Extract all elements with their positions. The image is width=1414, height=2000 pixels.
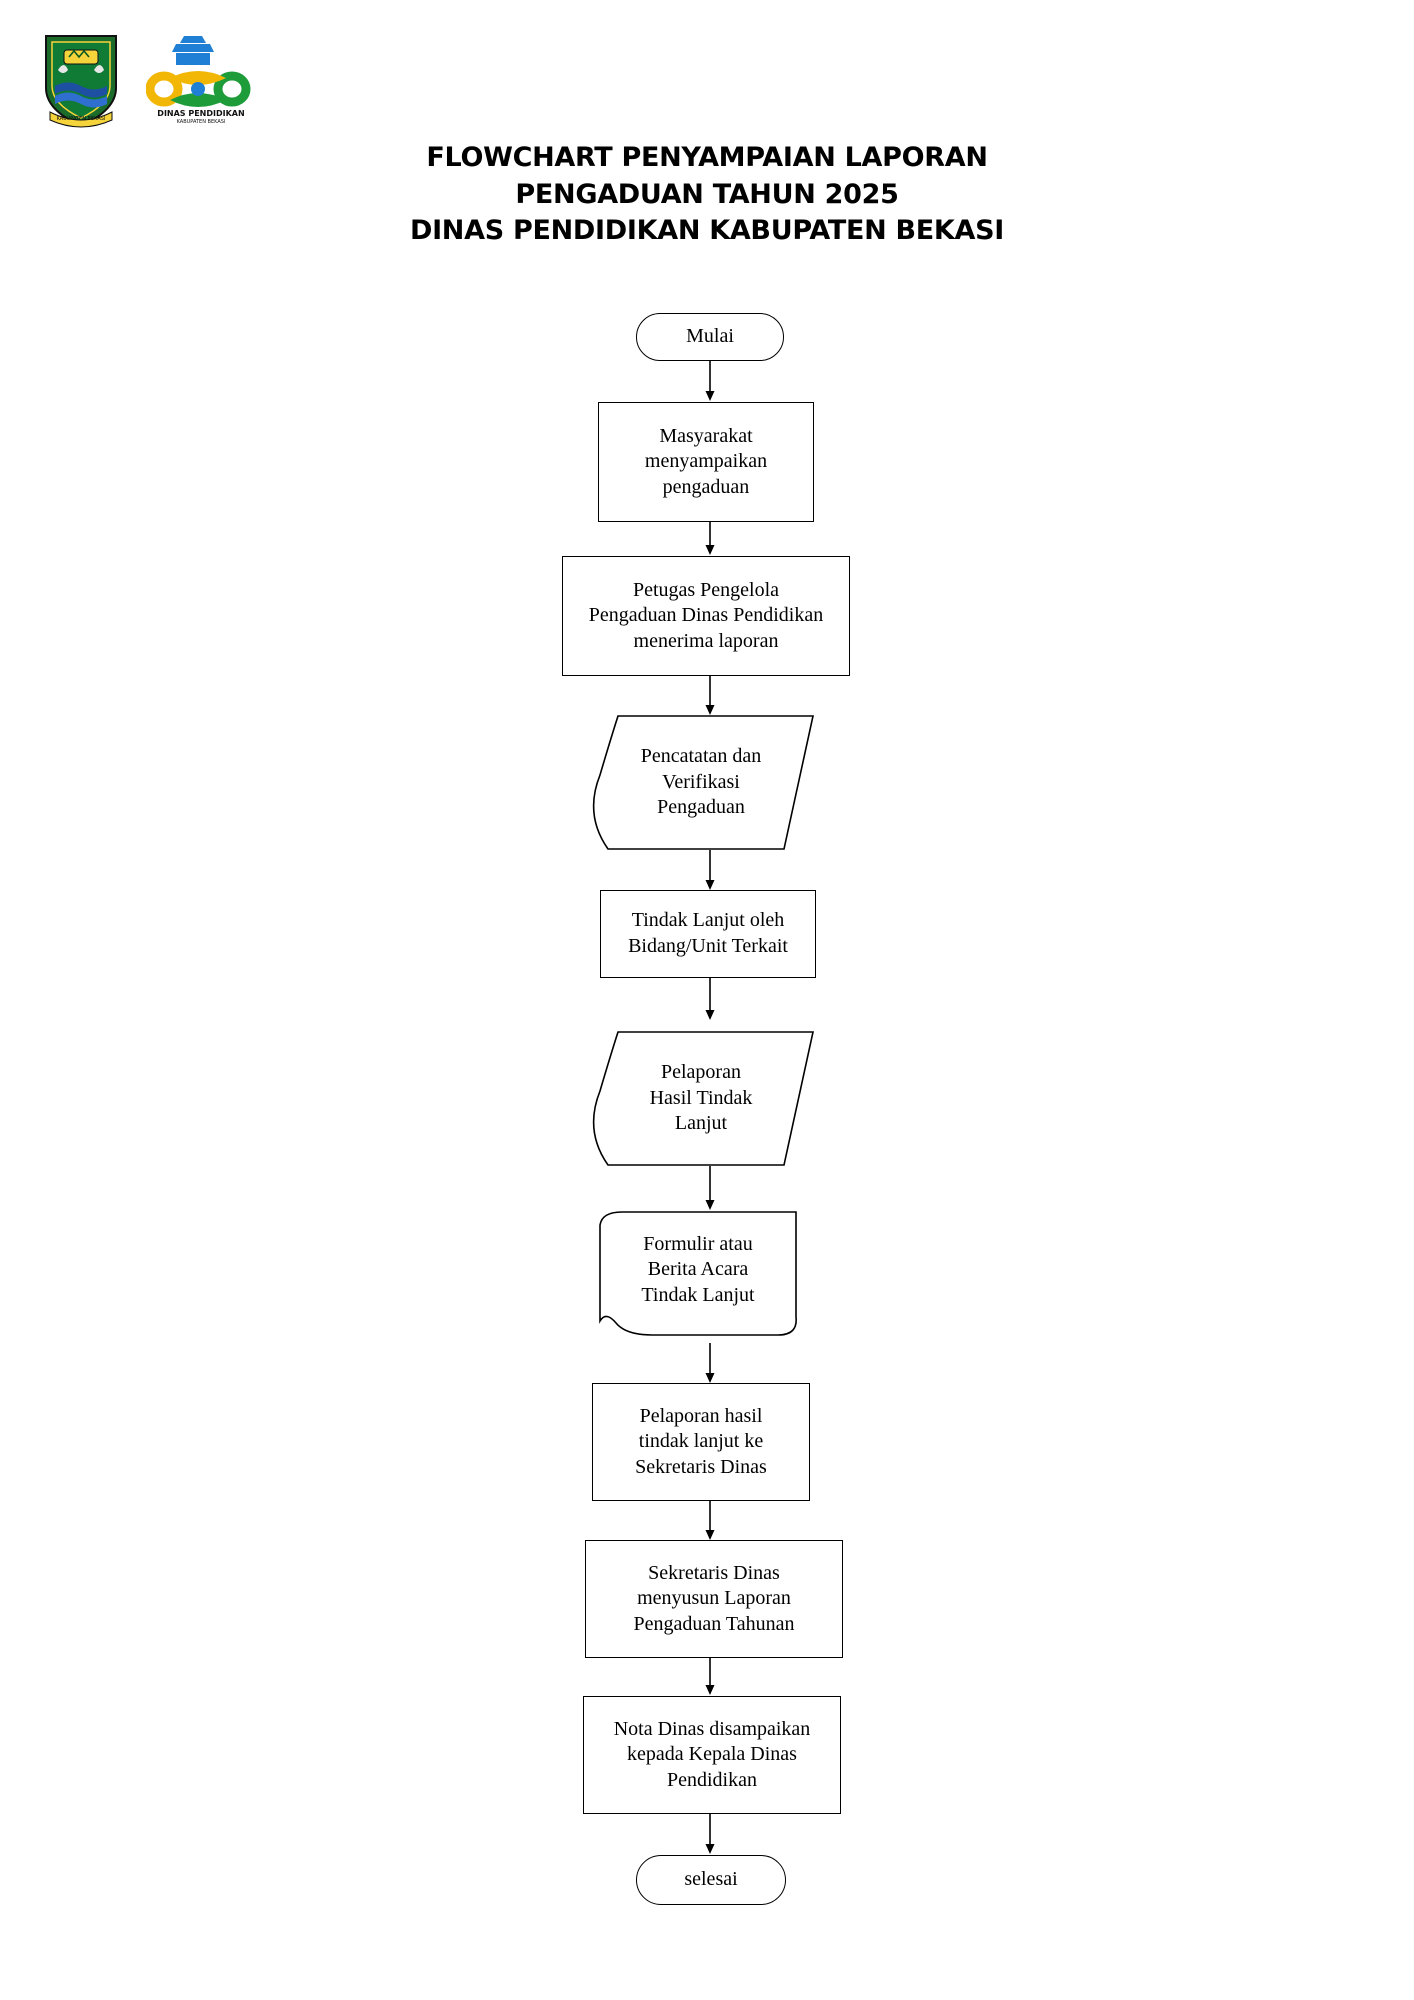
flow-node-n8-line-3: Sekretaris Dinas [635,1455,767,1478]
flow-node-pelaporan-hasil-tindak-lanjut [588,1031,814,1166]
flow-arrow-2 [703,522,717,556]
page-title-line-3: DINAS PENDIDIKAN KABUPATEN BEKASI [409,215,1005,247]
flow-node-n8-line-1: Pelaporan hasil [639,1404,763,1427]
logo-bekasi-caption: KABUPATEN BEKASI [56,116,106,122]
flow-node-n3-line-1: Petugas Pengelola [632,578,780,601]
flow-node-n3-line-2: Pengaduan Dinas Pendidikan [588,604,824,627]
flow-node-sekretaris-menyusun-laporan [585,1540,843,1658]
flow-node-n6-line-2: Hasil Tindak [649,1086,753,1109]
page-title-line-2: PENGADUAN TAHUN 2025 [515,178,899,210]
flow-arrow-1 [703,361,717,402]
page-title-line-1: FLOWCHART PENYAMPAIAN LAPORAN [426,142,988,173]
flow-node-n3-line-3: menerima laporan [633,629,779,652]
flow-arrow-7 [703,1343,717,1384]
flow-node-n10-line-2: kepada Kepala Dinas [627,1743,797,1766]
flow-node-selesai-label: selesai [684,1868,738,1891]
flow-node-n8-line-2: tindak lanjut ke [638,1430,764,1453]
flow-node-n9-line-1: Sekretaris Dinas [648,1561,780,1584]
logo-dinas-subcaption: KABUPATEN BEKASI [176,119,226,125]
flow-node-n4-line-1: Pencatatan dan [640,745,762,768]
flow-node-n7-line-1: Formulir atau [643,1232,753,1255]
flow-node-formulir-berita-acara [592,1211,804,1343]
flow-arrow-10 [703,1814,717,1855]
flow-node-n2-line-1: Masyarakat [659,424,753,447]
flow-node-n2-line-2: menyampaikan [644,450,768,473]
flow-node-petugas-menerima-laporan [562,556,850,676]
flow-node-masyarakat-menyampaikan-pengaduan [598,402,814,522]
flow-node-tindak-lanjut-bidang [600,890,816,978]
flow-arrow-9 [703,1658,717,1696]
flow-node-n6-line-3: Lanjut [674,1112,728,1135]
flow-node-mulai-label: Mulai [686,325,734,348]
flow-node-n7-line-3: Tindak Lanjut [641,1283,755,1306]
flow-node-nota-dinas-kepala-dinas [583,1696,841,1814]
flow-node-n5-line-2: Bidang/Unit Terkait [628,935,788,957]
flow-node-n4-line-3: Pengaduan [657,796,745,819]
flow-node-n6-line-1: Pelaporan [661,1061,741,1084]
flow-arrow-6 [703,1166,717,1211]
flow-arrow-4 [703,850,717,891]
flow-node-mulai [636,313,784,361]
flow-arrow-5 [703,978,717,1021]
flow-node-selesai [636,1855,786,1905]
logo-dinas-caption: DINAS PENDIDIKAN [157,109,245,118]
flow-node-n7-line-2: Berita Acara [647,1258,749,1281]
flow-node-n9-line-3: Pengaduan Tahunan [633,1612,795,1635]
flow-node-n5-line-1: Tindak Lanjut oleh [631,909,785,932]
flow-arrow-3 [703,676,717,716]
flow-node-n2-line-3: pengaduan [662,475,750,498]
flow-node-n4-line-2: Verifikasi [662,770,740,793]
flow-node-pelaporan-ke-sekretaris [592,1383,810,1501]
flow-arrow-8 [703,1501,717,1541]
flow-node-n10-line-3: Pendidikan [667,1768,757,1791]
flow-node-n10-line-1: Nota Dinas disampaikan [613,1717,811,1740]
flow-node-n9-line-2: menyusun Laporan [637,1587,791,1610]
flow-node-pencatatan-verifikasi [588,715,814,850]
